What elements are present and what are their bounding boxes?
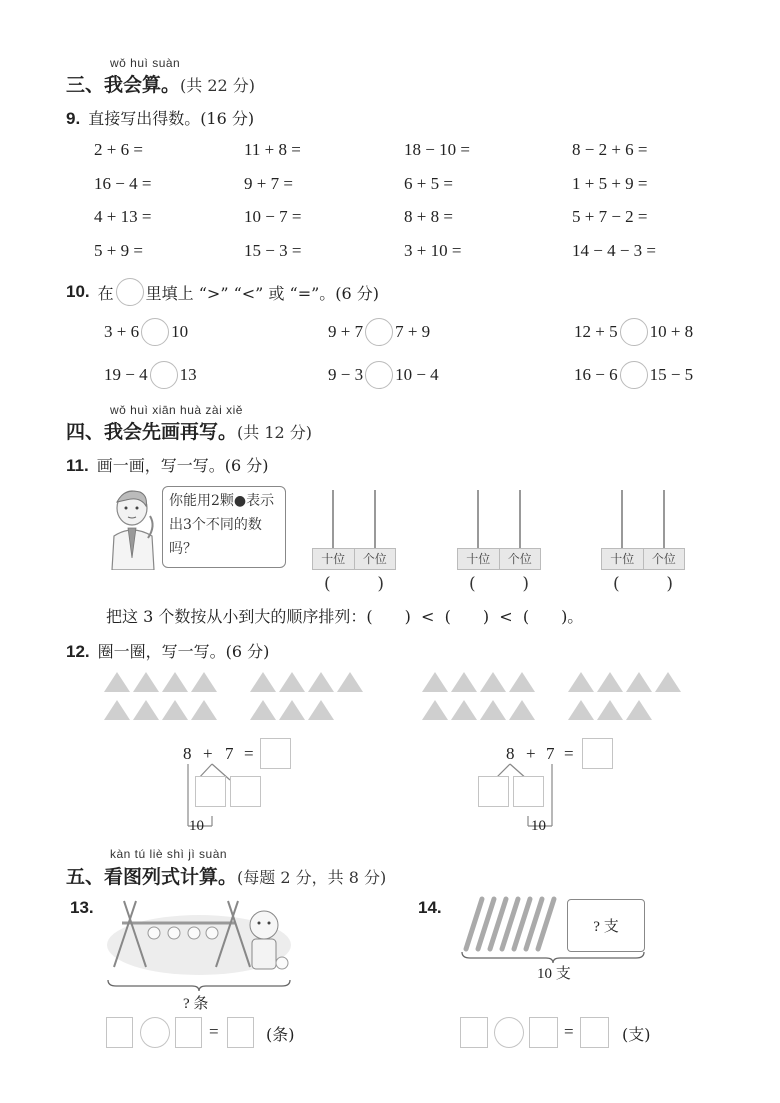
q9-number: 9. [66,109,81,128]
unit-label: (条) [266,1025,295,1044]
triangle-icon [422,672,448,692]
abacus-base [312,548,396,570]
q10-item [574,361,693,389]
q10-right: 7 + 9 [395,322,431,341]
answer-circle[interactable] [365,361,393,389]
brace-label: 10 支 [537,966,571,982]
abacus-rod-ones [663,490,665,550]
triangle-icon [568,672,594,692]
section3-pinyin: wǒ huì suàn [110,56,181,70]
triangle-icon [597,700,623,720]
triangle-icon [626,700,652,720]
q13-heading [70,898,102,918]
abacus-base [601,548,685,570]
q9-item: 10 − 7 = [244,207,302,226]
q10-number: 10. [66,282,90,301]
ones-label: 个位 [507,552,532,566]
q10-right: 13 [179,365,197,384]
section4-pinyin: wǒ huì xiān huà zài xiě [110,403,243,417]
answer-box[interactable] [106,1017,133,1048]
q10-item [104,318,188,346]
triangle-icon [162,700,188,720]
brace [106,978,292,992]
q11-heading [66,453,268,476]
pencils-icon [460,895,560,955]
triangle-icon [191,700,217,720]
q9-item: 11 + 8 = [244,140,301,159]
q11-order-sentence: 把这 3 个数按从小到大的顺序排列：( ) < ( ) < ( )。 [106,607,584,626]
abacus [601,490,685,594]
abacus [457,490,541,594]
q10-left: 16 − 6 [574,365,618,384]
q9-item: 15 − 3 = [244,241,302,260]
abacus-base [457,548,541,570]
operator-circle[interactable] [140,1017,170,1048]
circle-icon [116,278,144,306]
q10-left: 9 − 3 [328,365,364,384]
q9-heading [66,106,254,129]
section4-title: 四、我会先画再写。 [66,421,238,443]
q9-item: 5 + 9 = [94,241,143,260]
triangle-icon [655,672,681,692]
q9-item: 9 + 7 = [244,174,293,193]
triangle-icon [480,672,506,692]
abacus-rod-ones [374,490,376,550]
eq-equals: = [244,744,254,763]
section5-title: 五、看图列式计算。 [66,866,238,888]
abacus-rod-ones [519,490,521,550]
eq-a: 8 [506,744,515,763]
triangle-icon [250,672,276,692]
answer-circle[interactable] [365,318,393,346]
triangle-icon [191,672,217,692]
answer-circle[interactable] [620,318,648,346]
triangle-icon [250,700,276,720]
abacus-rod-tens [621,490,623,550]
triangle-icon [133,672,159,692]
equals-sign: = [209,1022,219,1041]
triangle-group [422,672,684,720]
split-box[interactable] [513,776,544,807]
ones-label: 个位 [651,552,676,566]
q9-item: 1 + 5 + 9 = [572,174,648,193]
brace-label: ? 条 [183,996,209,1012]
paren-close: ) [377,574,384,594]
answer-box[interactable] [175,1017,202,1048]
triangle-icon [451,672,477,692]
q12-heading [66,639,269,662]
q10-item [328,361,439,389]
triangle-icon [480,700,506,720]
boy-illustration [104,486,164,570]
ten-label: 10 [189,818,204,834]
bubble-text: 你能用2颗●表示出3个不同的数吗？ [169,493,275,557]
triangle-icon [509,700,535,720]
eq-b: 7 [225,744,234,763]
q10-title-b: 里填上 “>” “<” 或 “=”。(6 分) [145,283,380,303]
triangle-icon [597,672,623,692]
answer-blank[interactable] [601,574,685,594]
q10-left: 12 + 5 [574,322,618,341]
section4-heading [66,417,312,444]
triangle-icon [337,672,363,692]
q9-item: 8 − 2 + 6 = [572,140,648,159]
answer-box[interactable] [582,738,613,769]
split-box[interactable] [195,776,226,807]
q10-right: 10 + 8 [649,322,694,341]
q9-item: 18 − 10 = [404,140,470,159]
triangle-icon [104,700,130,720]
q9-title: 直接写出得数。(16 分) [88,109,255,128]
triangle-icon [568,700,594,720]
q10-item [104,361,197,389]
answer-circle[interactable] [141,318,169,346]
answer-box[interactable] [580,1017,609,1048]
speech-bubble [162,486,286,568]
abacus [312,490,396,594]
unit-label: (支) [622,1025,651,1044]
split-box[interactable] [230,776,261,807]
q14-number: 14. [418,898,442,917]
q9-item: 8 + 8 = [404,207,453,226]
tens-label: 十位 [602,549,644,569]
section3-score: (共 22 分) [180,76,256,95]
q9-item: 6 + 5 = [404,174,453,193]
q10-left: 9 + 7 [328,322,364,341]
answer-blank[interactable] [457,574,541,594]
q9-item: 5 + 7 − 2 = [572,207,648,226]
abacus-rod-tens [332,490,334,550]
q10-right: 15 − 5 [649,365,694,384]
triangle-icon [308,700,334,720]
answer-box[interactable] [529,1017,558,1048]
tens-label: 十位 [313,549,355,569]
ones-label: 个位 [362,552,387,566]
triangle-icon [626,672,652,692]
answer-blank[interactable] [312,574,396,594]
q10-left: 19 − 4 [104,365,148,384]
tens-label: 十位 [458,549,500,569]
triangle-icon [279,700,305,720]
q11-title: 画一画，写一写。(6 分) [96,456,269,475]
paren-close: ) [522,574,529,594]
q9-item: 14 − 4 − 3 = [572,241,657,260]
ten-label: 10 [531,818,546,834]
answer-box[interactable] [227,1017,254,1048]
q9-item: 4 + 13 = [94,207,152,226]
section4-score: (共 12 分) [237,423,313,442]
paren-open: ( [613,574,620,594]
eq-equals: = [564,744,574,763]
q12-title: 圈一圈，写一写。(6 分) [97,642,270,661]
q13-number: 13. [70,898,94,917]
triangle-icon [308,672,334,692]
q9-item: 2 + 6 = [94,140,143,159]
split-box[interactable] [478,776,509,807]
q10-right: 10 − 4 [395,365,439,384]
q11-number: 11. [66,456,89,475]
q10-item [328,318,430,346]
paren-close: ) [666,574,673,594]
fish-drying-illustration [104,895,294,980]
triangle-icon [133,700,159,720]
paren-open: ( [324,574,331,594]
q10-right: 10 [171,322,189,341]
equals-sign: = [564,1022,574,1041]
q14-heading [418,898,450,918]
eq-b: 7 [546,744,555,763]
triangle-icon [279,672,305,692]
q10-left: 3 + 6 [104,322,140,341]
answer-circle[interactable] [620,361,648,389]
eq-a: 8 [183,744,192,763]
hidden-quantity-box [567,899,645,952]
q10-title-a: 在 [97,283,114,303]
triangle-icon [104,672,130,692]
section3-title: 三、我会算。 [66,74,181,96]
section5-pinyin: kàn tú liè shì jì suàn [110,847,228,861]
q10-item [574,318,693,346]
abacus-rod-tens [477,490,479,550]
eq-op: + [203,744,213,763]
triangle-group [104,672,366,720]
q12-number: 12. [66,642,90,661]
q10-heading [66,278,379,306]
triangle-icon [451,700,477,720]
answer-box[interactable] [460,1017,488,1048]
q9-item: 16 − 4 = [94,174,152,193]
eq-op: + [526,744,536,763]
q9-item: 3 + 10 = [404,241,462,260]
section5-heading [66,862,386,889]
box-label: ? 支 [593,919,619,935]
triangle-icon [162,672,188,692]
operator-circle[interactable] [494,1017,524,1048]
section5-score: (每题 2 分，共 8 分) [237,868,387,887]
triangle-icon [509,672,535,692]
section3-heading [66,70,255,97]
paren-open: ( [469,574,476,594]
triangle-icon [422,700,448,720]
answer-circle[interactable] [150,361,178,389]
